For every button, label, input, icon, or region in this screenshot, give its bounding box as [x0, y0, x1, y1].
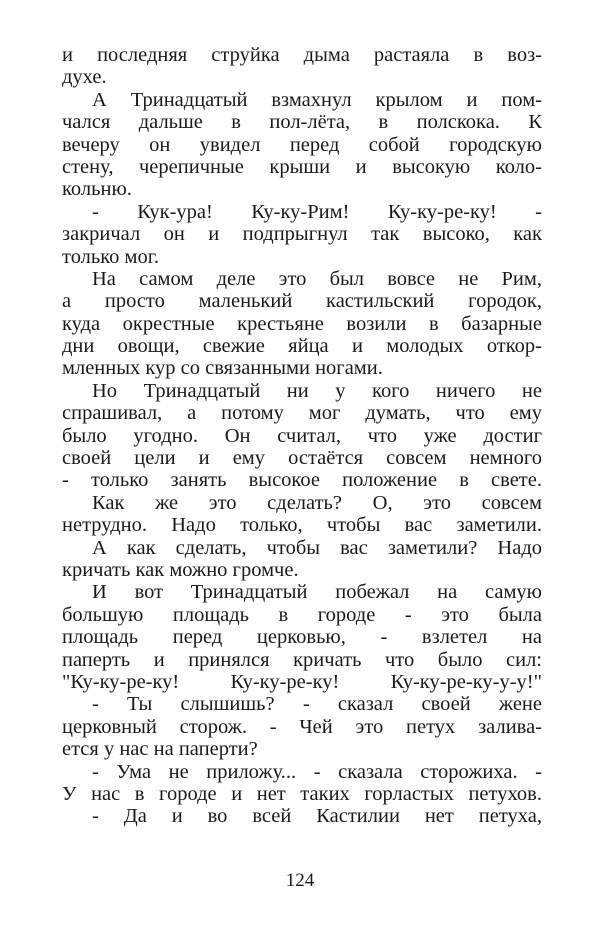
text-line: дни овощи, свежие яйца и молодых откор- [62, 335, 542, 358]
text-line: Но Тринадцатый ни у кого ничего не [92, 379, 542, 402]
text-line: паперть и принялся кричать что было сил: [62, 648, 542, 671]
text-line: - Да и во всей Кастилии нет петуха, [92, 805, 542, 828]
text-line: кричать как можно громче. [62, 558, 299, 581]
text-line: И вот Тринадцатый побежал на самую [92, 581, 542, 604]
text-line: мленных кур со связанными ногами. [62, 357, 383, 380]
text-line: спрашивал, а потому мог думать, что ему [62, 402, 542, 425]
text-line: только мог. [62, 245, 159, 268]
text-line: духе. [62, 66, 107, 89]
text-line: А как сделать, чтобы вас заметили? Надо [92, 536, 542, 559]
text-line: а просто маленький кастильский городок, [62, 290, 542, 313]
text-line: - Кук-ура! Ку-ку-Рим! Ку-ку-ре-ку! - [92, 200, 542, 223]
text-line: площадь перед церковью, - взлетел на [62, 626, 542, 649]
text-line: было угодно. Он считал, что уже достиг [62, 424, 542, 447]
text-line: и последняя струйка дыма растаяла в воз- [62, 44, 542, 66]
text-line: У нас в городе и нет таких горластых петухов. [62, 782, 542, 805]
text-line: кольню. [62, 178, 132, 201]
text-line: - Ума не приложу... - сказала сторожиха. - [92, 760, 542, 783]
text-line: ется у нас на паперти? [62, 738, 258, 761]
text-line: "Ку-ку-ре-ку! Ку-ку-ре-ку! Ку-ку-ре-ку-у-у!" [62, 670, 542, 693]
text-line: Как же это сделать? О, это совсем [92, 491, 542, 514]
text-line: своей цели и ему остаётся совсем немного [62, 447, 542, 470]
text-line: - только занять высокое положение в свете. [62, 469, 542, 492]
text-line: церковный сторож. - Чей это петух залива- [62, 715, 542, 738]
text-line: нетрудно. Надо только, чтобы вас заметили. [62, 514, 542, 537]
text-line: вечеру он увидел перед собой городскую [62, 133, 542, 156]
text-line: большую площадь в городе - это была [62, 603, 542, 626]
text-line: На самом деле это был вовсе не Рим, [92, 267, 542, 290]
text-line: куда окрестные крестьяне возили в базарные [62, 312, 542, 335]
text-line: - Ты слышишь? - сказал своей жене [92, 693, 542, 716]
page-number: 124 [285, 870, 315, 891]
text-line: А Тринадцатый взмахнул крылом и пом- [92, 88, 542, 111]
text-line: стену, черепичные крыши и высокую коло- [62, 155, 542, 178]
text-line: чался дальше в пол-лёта, в полскока. К [62, 111, 542, 134]
book-page-text [62, 44, 542, 828]
text-line: закричал он и подпрыгнул так высоко, как [62, 223, 542, 246]
